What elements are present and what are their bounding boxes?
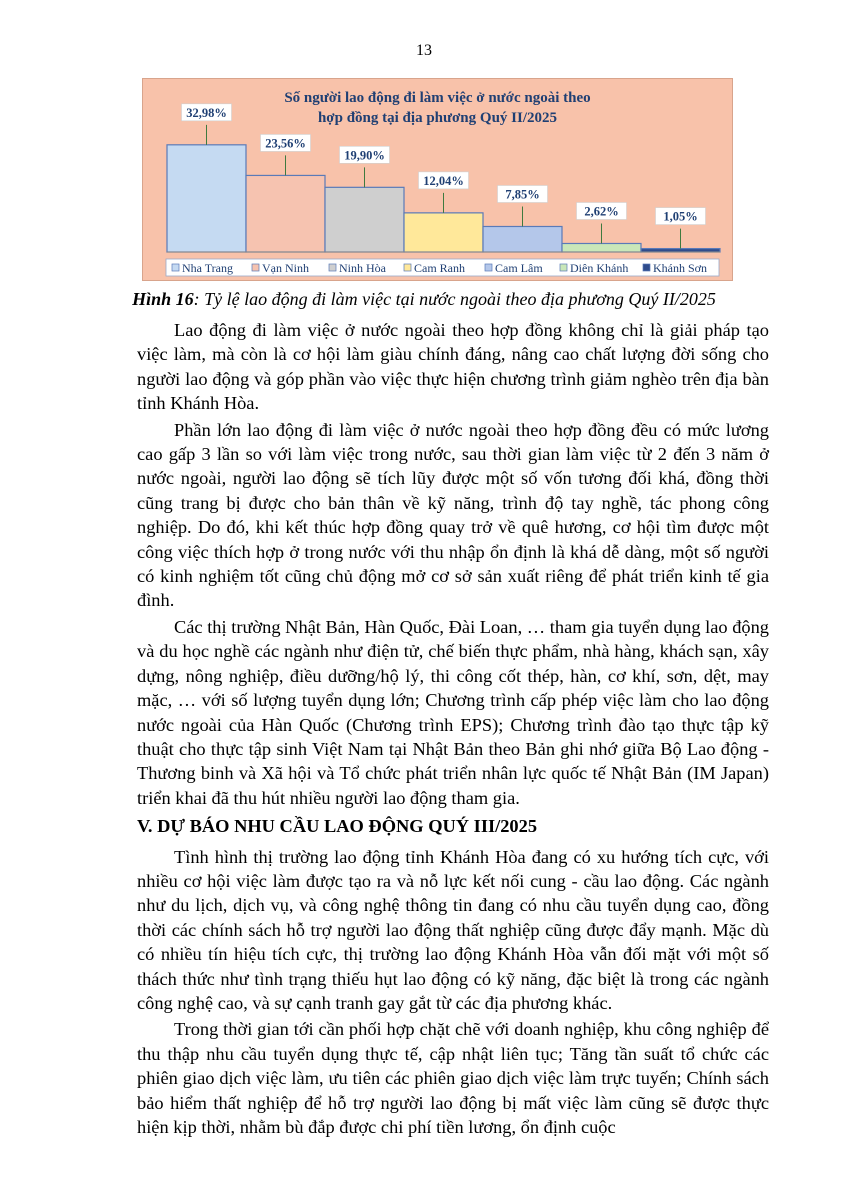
bar [483, 226, 562, 252]
data-label: 32,98% [186, 105, 227, 120]
legend-swatch [252, 264, 259, 271]
data-label: 7,85% [505, 187, 540, 202]
body-text [137, 318, 769, 1141]
legend-label: Khánh Sơn [653, 261, 708, 275]
figure-caption [0, 289, 848, 310]
legend-swatch [172, 264, 179, 271]
legend-swatch [643, 264, 650, 271]
bar [641, 249, 720, 252]
data-label: 12,04% [423, 173, 464, 188]
chart-title-line: hợp đồng tại địa phương Quý II/2025 [317, 110, 558, 126]
bar-chart [142, 78, 733, 281]
legend-label: Ninh Hòa [339, 261, 386, 275]
legend-label: Diên Khánh [570, 261, 629, 275]
paragraph: Phần lớn lao động đi làm việc ở nước ngoài theo hợp đồng đều có mức lương cao gấp 3 lần so với làm việc trong nước, sau thời gian làm việc từ 2 đến 3 năm ở nước ngoài, người lao động sẽ tích lũy được một số vốn tương đối khá, đồng thời cũng trang bị được cho bản thân về kỹ năng, trình độ tay nghề, tác phong công nghiệp. Do đó, khi kết thúc hợp đồng quay trở về quê hương, cơ hội tìm được một công việc thích hợp ở trong nước với thu nhập ổn định là khá dễ dàng, một số người có kinh nghiệm tốt cũng chủ động mở cơ sở sản xuất riêng để phát triển kinh tế gia đình. [137, 419, 769, 611]
legend-swatch [560, 264, 567, 271]
paragraph: Lao động đi làm việc ở nước ngoài theo hợp đồng không chỉ là giải pháp tạo việc làm, mà còn là cơ hội làm giàu chính đáng, nâng cao chất lượng đời sống cho người lao động và góp phần vào việc thực hiện chương trình giảm nghèo trên địa bàn tỉnh Khánh Hòa. [137, 320, 769, 414]
bar [404, 213, 483, 252]
legend-swatch [329, 264, 336, 271]
legend-label: Nha Trang [182, 261, 234, 275]
data-label: 1,05% [663, 209, 698, 224]
data-label: 2,62% [584, 204, 619, 219]
paragraph: Tình hình thị trường lao động tỉnh Khánh Hòa đang có xu hướng tích cực, với nhiều cơ hội việc làm được tạo ra và nỗ lực kết nối cung - cầu lao động. Các ngành như du lịch, dịch vụ, và công nghệ thông tin đang có nhu cầu tuyển dụng cao, đồng thời các chính sách hỗ trợ người lao động thất nghiệp cũng được đẩy mạnh. Mặc dù có nhiều tín hiệu tích cực, thị trường lao động Khánh Hòa vẫn đối mặt với một số thách thức như tình trạng thiếu hụt lao động có kỹ năng, đặc biệt là trong các ngành công nghệ cao, và sự cạnh tranh gay gắt từ các địa phương khác. [137, 846, 769, 1013]
chart-frame [142, 78, 733, 281]
bar [167, 145, 246, 252]
legend-label: Cam Ranh [414, 261, 465, 275]
page-number: 13 [416, 42, 432, 59]
legend-swatch [404, 264, 411, 271]
figure-caption-text: : Tỷ lệ lao động đi làm việc tại nước ngoài theo địa phương Quý II/2025 [193, 289, 716, 309]
bar [562, 243, 641, 252]
legend-label: Vạn Ninh [262, 261, 309, 275]
figure-caption-label: Hình 16 [132, 289, 194, 309]
data-label: 19,90% [344, 148, 385, 163]
paragraph: Các thị trường Nhật Bản, Hàn Quốc, Đài Loan, … tham gia tuyển dụng lao động và du học nghề các ngành như điện tử, chế biến thực phẩm, nhà hàng, khách sạn, xây dựng, nông nghiệp, điều dưỡng/hộ lý, thi công cốt thép, hàn, cơ khí, sơn, dệt, may mặc, … với số lượng tuyển dụng lớn; Chương trình cấp phép việc làm cho lao động nước ngoài của Hàn Quốc (Chương trình EPS); Chương trình đào tạo thực tập kỹ thuật cho thực tập sinh Việt Nam tại Nhật Bản theo Bản ghi nhớ giữa Bộ Lao động - Thương binh và Xã hội và Tổ chức phát triển nhân lực quốc tế Nhật Bản (IM Japan) triển khai đã thu hút nhiều người lao động tham gia. [137, 616, 769, 808]
bar [325, 187, 404, 252]
chart-title-line: Số người lao động đi làm việc ở nước ngoài theo [284, 90, 591, 106]
section-heading: V. DỰ BÁO NHU CẦU LAO ĐỘNG QUÝ III/2025 [137, 816, 538, 837]
bar [246, 175, 325, 252]
legend-label: Cam Lâm [495, 261, 543, 275]
legend-swatch [485, 264, 492, 271]
data-label: 23,56% [265, 136, 306, 151]
paragraph: Trong thời gian tới cần phối hợp chặt chẽ với doanh nghiệp, khu công nghiệp để thu thập nhu cầu tuyển dụng thực tế, cập nhật liên tục; Tăng tần suất tổ chức các phiên giao dịch việc làm, ưu tiên các phiên giao dịch việc làm trực tuyến; Chính sách bảo hiểm thất nghiệp để hỗ trợ người lao động bị mất việc làm cũng sẽ được thực hiện kịp thời, nhằm bù đắp được chi phí tiền lương, ổn định cuộc [137, 1019, 769, 1137]
